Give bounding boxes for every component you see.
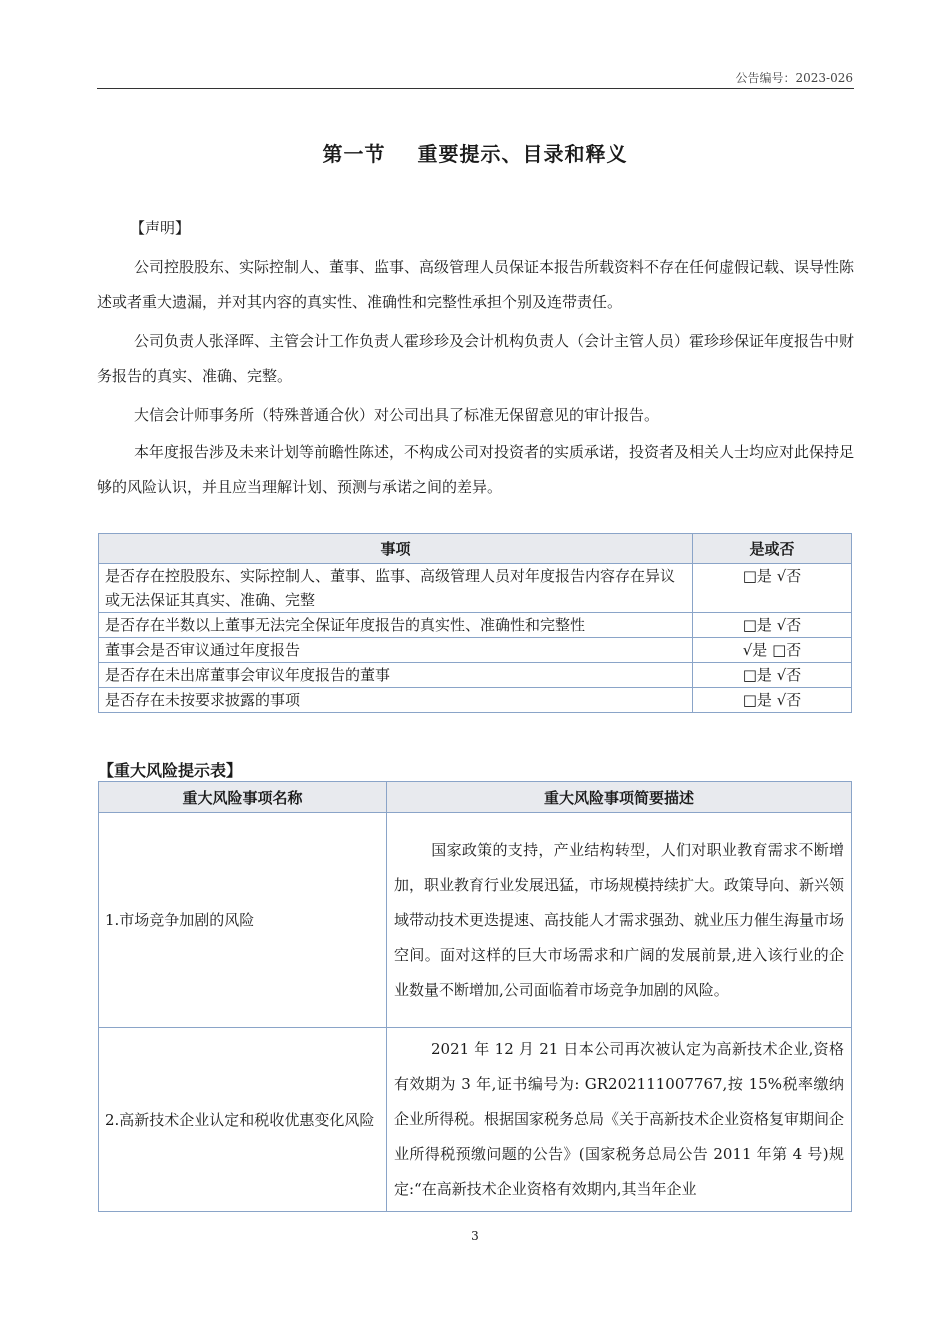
declaration-paragraph-3: 大信会计师事务所（特殊普通合伙）对公司出具了标准无保留意见的审计报告。 (134, 406, 660, 424)
header-divider (97, 88, 854, 89)
declaration-paragraph-1: 公司控股股东、实际控制人、董事、监事、高级管理人员保证本报告所载资料不存在任何虚假记载、误导性陈述或者重大遗漏，并对其内容的真实性、准确性和完整性承担个别及连带责任。 (97, 258, 855, 311)
declaration-heading: 【声明】 (130, 219, 191, 237)
matters-table-header (99, 534, 852, 564)
risk-table-heading: 【重大风险提示表】 (98, 761, 243, 780)
risk-header-desc: 重大风险事项简要描述 (387, 782, 852, 813)
matter-item: 是否存在半数以上董事无法完全保证年度报告的真实性、准确性和完整性 (99, 613, 693, 638)
matter-answer: □是 √否 (693, 564, 852, 613)
matter-answer: √是 □否 (693, 638, 852, 663)
risk-header-name: 重大风险事项名称 (99, 782, 387, 813)
table-row (99, 613, 852, 638)
table-row (99, 564, 852, 613)
matter-answer: □是 √否 (693, 663, 852, 688)
matter-item: 是否存在控股股东、实际控制人、董事、监事、高级管理人员对年度报告内容存在异议或无法保证其真实、准确、完整 (99, 564, 693, 613)
risk-table-header (99, 782, 852, 813)
section-number: 第一节 (322, 142, 386, 166)
risk-table (98, 781, 852, 1212)
section-heading: 重要提示、目录和释义 (417, 142, 628, 166)
table-row (99, 688, 852, 713)
table-row (99, 663, 852, 688)
risk-description: 2021 年 12 月 21 日本公司再次被认定为高新技术企业,资格有效期为 3 年,证书编号为: GR202111007767,按 15%税率缴纳企业所得税。根据国家税务总局《关于高新技术企业资格复审期间企业所得税预缴问题的公告》(国家税务总局公告 2011 年第 4 号)规定:“在高新技术企业资格有效期内,其当年企业 (387, 1028, 852, 1212)
matter-item: 董事会是否审议通过年度报告 (99, 638, 693, 663)
matter-item: 是否存在未按要求披露的事项 (99, 688, 693, 713)
declaration-paragraph-4: 本年度报告涉及未来计划等前瞻性陈述，不构成公司对投资者的实质承诺，投资者及相关人士均应对此保持足够的风险认识，并且应当理解计划、预测与承诺之间的差异。 (97, 443, 855, 496)
risk-name: 2.高新技术企业认定和税收优惠变化风险 (99, 1028, 387, 1212)
risk-name: 1.市场竞争加剧的风险 (99, 813, 387, 1028)
declaration-paragraph-2: 公司负责人张泽晖、主管会计工作负责人霍珍珍及会计机构负责人（会计主管人员）霍珍珍保证年度报告中财务报告的真实、准确、完整。 (97, 332, 855, 385)
matters-header-answer: 是或否 (693, 534, 852, 564)
matter-answer: □是 √否 (693, 613, 852, 638)
matters-header-item: 事项 (99, 534, 693, 564)
table-row (99, 638, 852, 663)
matter-item: 是否存在未出席董事会审议年度报告的董事 (99, 663, 693, 688)
table-row (99, 1028, 852, 1212)
announcement-number: 公告编号：2023-026 (735, 71, 853, 85)
page-number: 3 (471, 1229, 479, 1243)
risk-description: 国家政策的支持，产业结构转型，人们对职业教育需求不断增加，职业教育行业发展迅猛，市场规模持续扩大。政策导向、新兴领域带动技术更迭提速、高技能人才需求强劲、就业压力催生海量市场空间。面对这样的巨大市场需求和广阔的发展前景,进入该行业的企业数量不断增加,公司面临着市场竞争加剧的风险。 (387, 813, 852, 1028)
matters-table (98, 533, 852, 713)
section-title (0, 138, 950, 167)
table-row (99, 813, 852, 1028)
matter-answer: □是 √否 (693, 688, 852, 713)
